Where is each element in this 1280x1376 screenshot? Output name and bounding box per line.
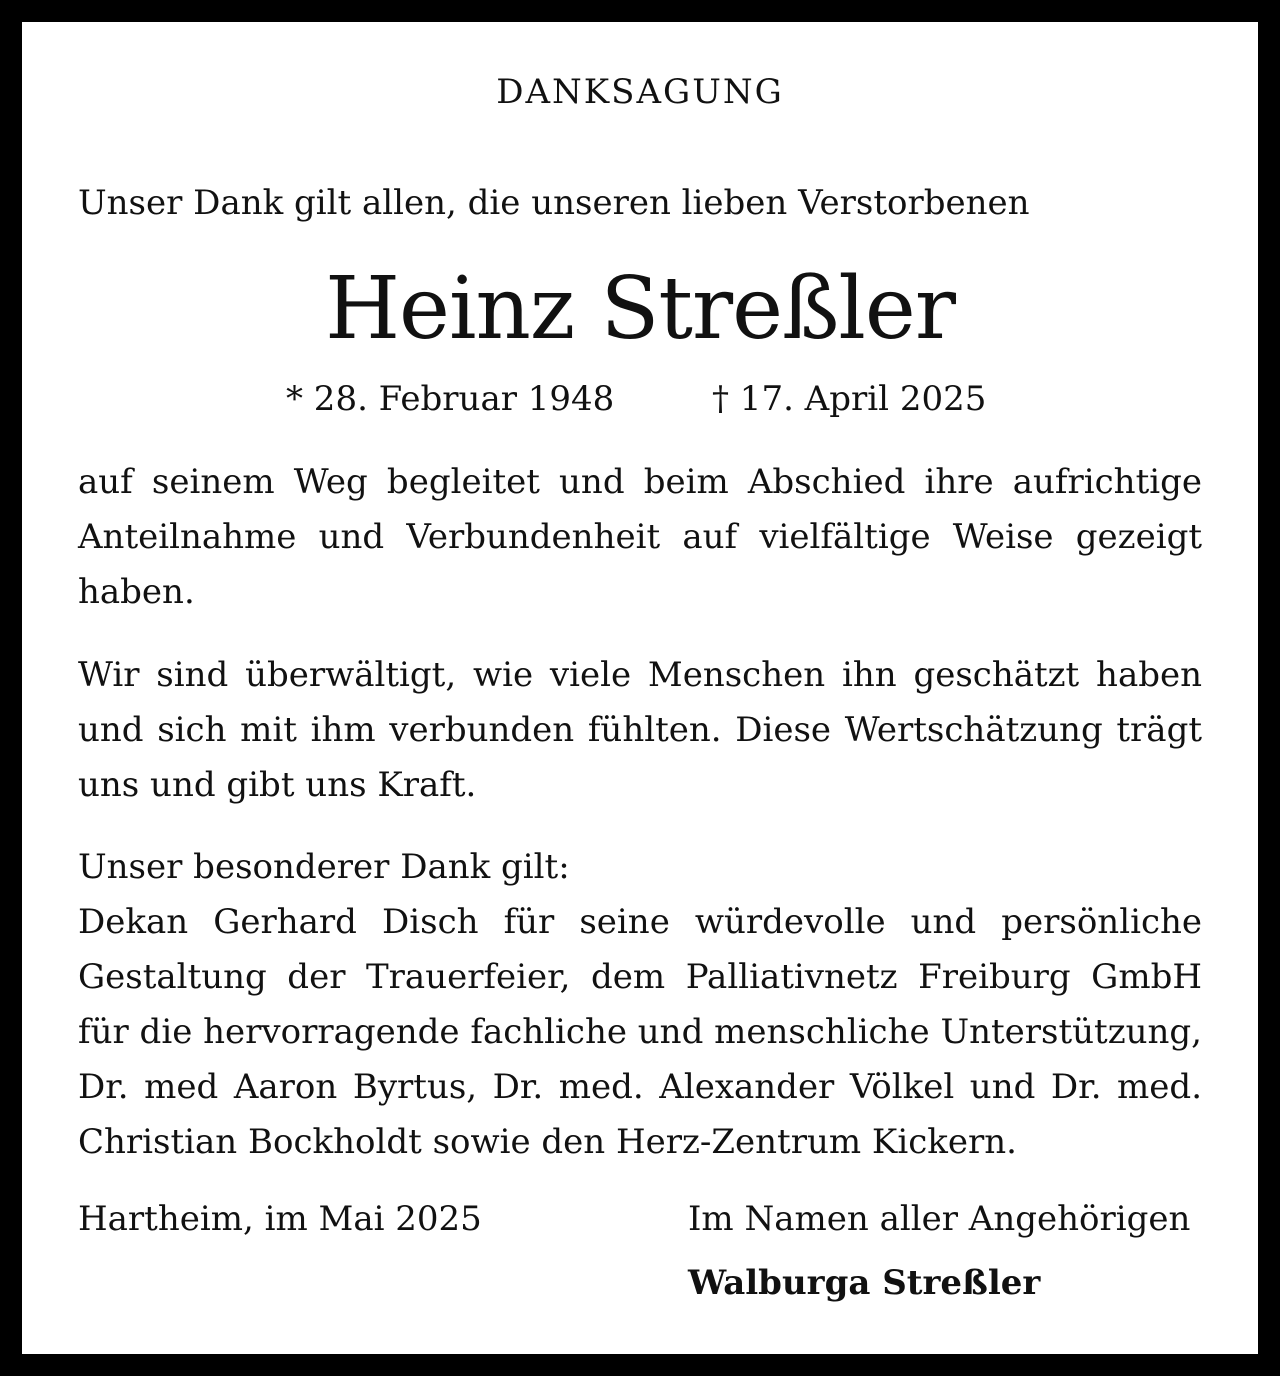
deceased-name: Heinz Streßler xyxy=(325,259,955,359)
paragraph-appreciation: Wir sind überwältigt, wie viele Menschen ihn geschätzt haben und sich mit ihm verbunden fühlten. Diese Wertschätzung trägt uns und gibt uns Kraft. xyxy=(78,655,1202,805)
paragraph-special-thanks: Dekan Gerhard Disch für seine würdevolle und persönliche Gestaltung der Trauerfeier, dem Palliativnetz Freiburg GmbH für die hervorragende fachliche und menschliche Unterstützung, Dr. med Aaron Byrtus, Dr. med. Alexander Völkel und Dr. med. Christian Bockholdt sowie den Herz-Zentrum Kickern. xyxy=(78,902,1202,1162)
birth-date: * 28. Februar 1948 xyxy=(286,379,615,419)
death-date: † 17. April 2025 xyxy=(712,379,987,419)
intro-line: Unser Dank gilt allen, die unseren lieben Verstorbenen xyxy=(78,183,1030,223)
signer-name: Walburga Streßler xyxy=(688,1263,1041,1303)
notice-heading: DANKSAGUNG xyxy=(496,72,784,112)
place-date: Hartheim, im Mai 2025 xyxy=(78,1199,482,1239)
life-dates xyxy=(0,376,1280,422)
paragraph-thanks: auf seinem Weg begleitet und beim Abschied ihre aufrichtige Anteilnahme und Verbundenheit auf vielfältige Weise gezeigt haben. xyxy=(78,462,1202,612)
signature-line: Im Namen aller Angehörigen xyxy=(688,1199,1191,1239)
special-thanks-title: Unser besonderer Dank gilt: xyxy=(78,847,570,887)
